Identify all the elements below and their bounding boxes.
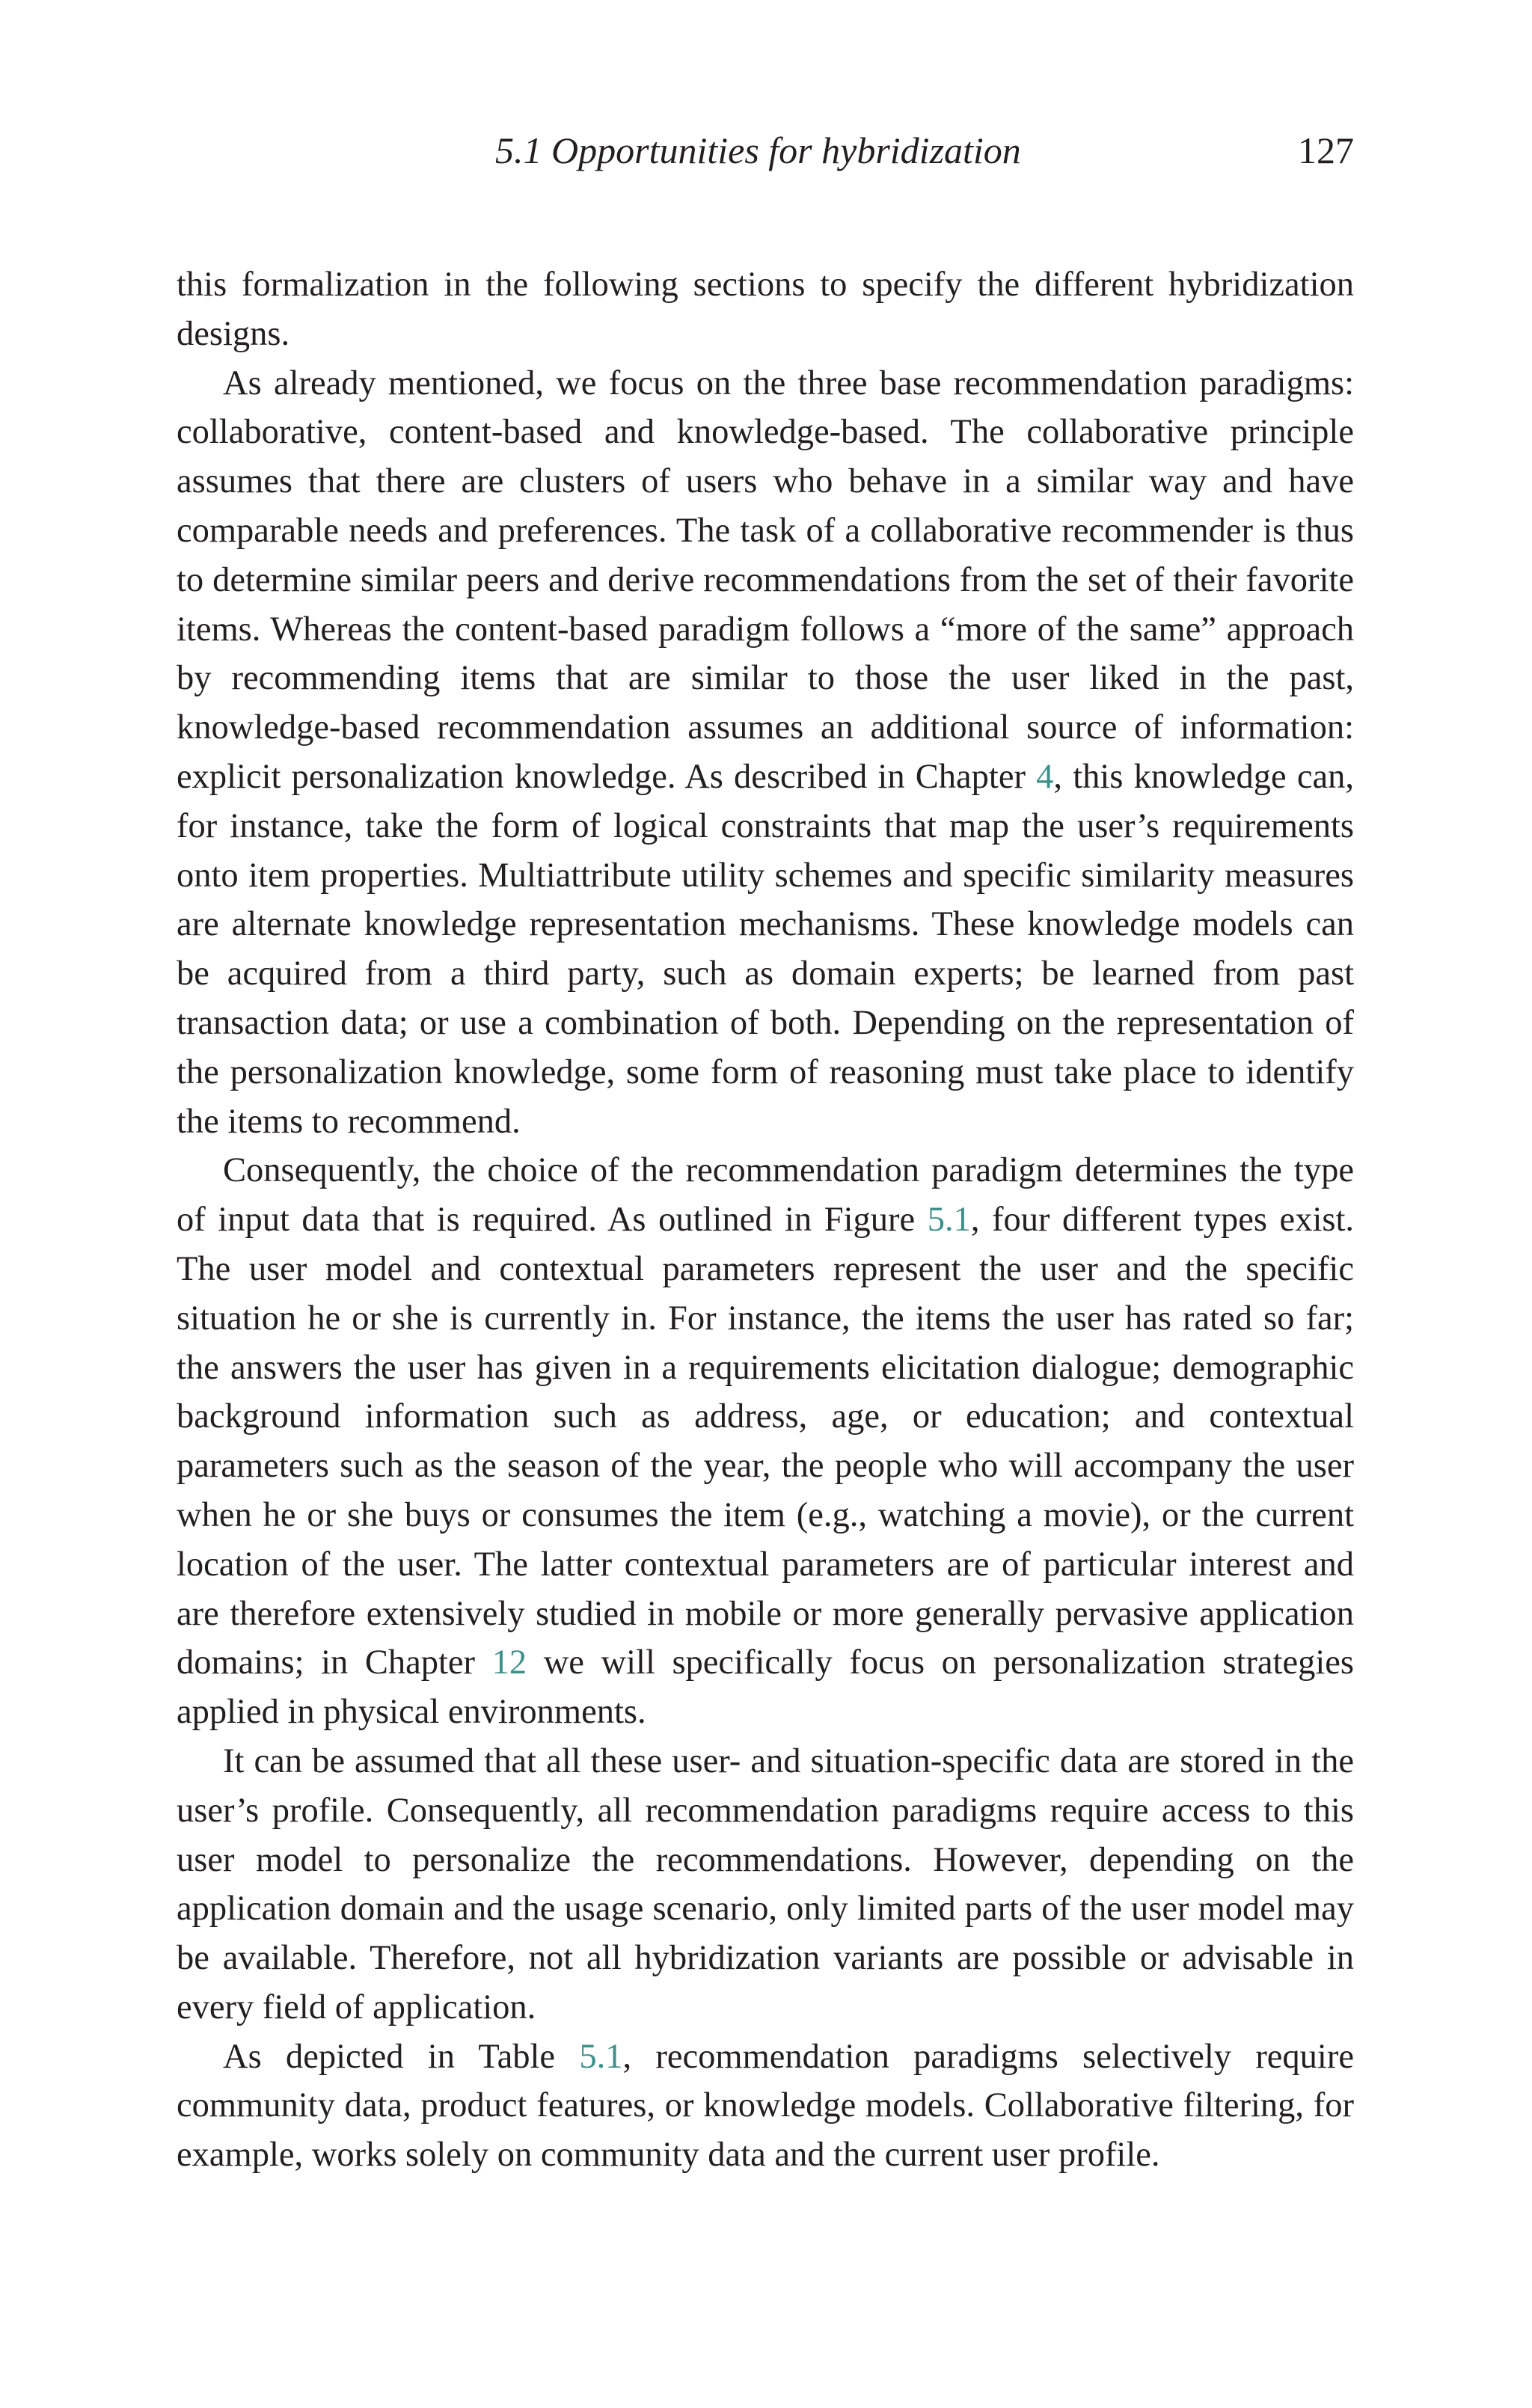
cross-reference-link[interactable]: 5.1 [927, 1201, 971, 1240]
cross-reference-link[interactable]: 4 [1036, 757, 1054, 796]
paragraph-1 [177, 260, 1354, 359]
page-number: 127 [1298, 129, 1354, 171]
paragraph-text: , four different types exist. The user model and contextual parameters represent the user and the specific situation he or she is currently in. For instance, the items the user has rated so far; the answers the user has given in a requirements elicitation dialogue; demographic background information such as address, age, or education; and contextual parameters such as the season of the year, the people who will accompany the user when he or she buys or consumes the item (e.g., watching a movie), or the current location of the user. The latter contextual parameters are of particular interest and are therefore extensively studied in mobile or more generally pervasive application domains; in Chapter [177, 1201, 1354, 1682]
paragraph-text: Consequently, the choice of the recommendation paradigm determines the type of input data that is required. As outlined in Figure [177, 1151, 1354, 1240]
paragraph-5 [177, 2032, 1354, 2180]
paragraph-text: we will specifically focus on personalization strategies applied in physical environments. [177, 1643, 1354, 1732]
paragraph-3 [177, 1146, 1354, 1737]
cross-reference-link[interactable]: 12 [491, 1643, 527, 1682]
body-text [177, 260, 1354, 2180]
section-title: 5.1 Opportunities for hybridization [495, 129, 1021, 171]
paragraph-text: As depicted in Table [223, 2037, 580, 2076]
paragraph-text: As already mentioned, we focus on the three base recommendation paradigms: collaborative, content-based and knowledge-based. The collaborative principle assumes that there are clusters of users who behave in a similar way and have comparable needs and preferences. The task of a collaborative recommender is thus to determine similar peers and derive recommendations from the set of their favorite items. Whereas the content-based paradigm follows a “more of the same” approach by recommending items that are similar to those the user liked in the past, knowledge-based recommendation assumes an additional source of information: explicit personalization knowledge. As described in Chapter [177, 364, 1354, 796]
paragraph-text: , this knowledge can, for instance, take the form of logical constraints that map the user’s requirements onto item properties. Multiattribute utility schemes and specific similarity measures are alternate knowledge representation mechanisms. These knowledge models can be acquired from a third party, such as domain experts; be learned from past transaction data; or use a combination of both. Depending on the representation of the personalization knowledge, some form of reasoning must take place to identify the items to recommend. [177, 757, 1354, 1141]
paragraph-4 [177, 1737, 1354, 2032]
paragraph-text: this formalization in the following sections to specify the different hybridization designs. [177, 266, 1354, 353]
paragraph-text: , recommendation paradigms selectively require community data, product features, or knowledge models. Collaborative filtering, for example, works solely on community data and the current user profile. [177, 2037, 1354, 2175]
cross-reference-link[interactable]: 5.1 [579, 2037, 623, 2076]
paragraph-text: It can be assumed that all these user- and situation-specific data are stored in the user’s profile. Consequently, all recommendation paradigms require access to this user model to personalize the recommendations. However, depending on the application domain and the usage scenario, only limited parts of the user model may be available. Therefore, not all hybridization variants are possible or advisable in every field of application. [177, 1741, 1354, 2026]
paragraph-2 [177, 359, 1354, 1147]
running-head [177, 124, 1354, 177]
